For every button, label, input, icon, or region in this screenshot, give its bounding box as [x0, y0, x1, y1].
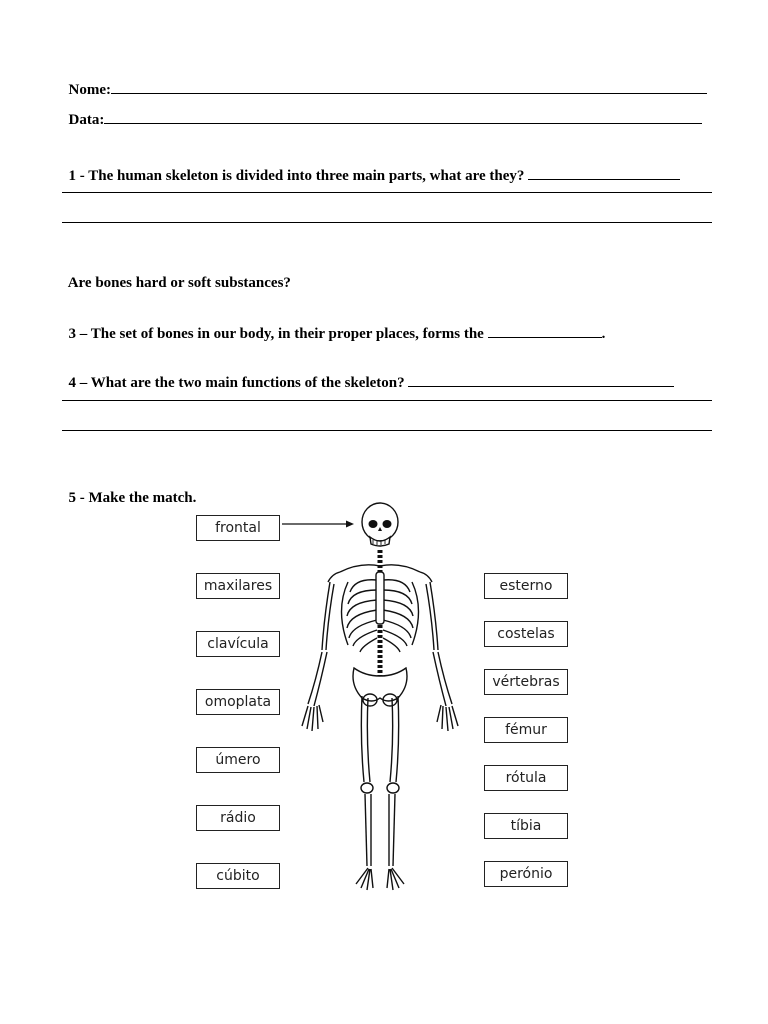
name-label: Nome:: [68, 82, 111, 98]
question-2: [61, 256, 291, 292]
label-clavicula[interactable]: clavícula: [196, 631, 280, 657]
question-5: [61, 471, 196, 507]
label-costelas[interactable]: costelas: [484, 621, 568, 647]
label-maxilares[interactable]: maxilares: [196, 573, 280, 599]
question-4-answer-line-2[interactable]: [62, 430, 712, 431]
pelvis: [353, 668, 407, 706]
question-3-text: 3 – The set of bones in our body, in their proper places, forms the: [68, 326, 484, 342]
question-3-answer-blank[interactable]: [488, 324, 602, 338]
label-esterno[interactable]: esterno: [484, 573, 568, 599]
question-4-answer-blank[interactable]: [408, 373, 674, 387]
label-tibia[interactable]: tíbia: [484, 813, 568, 839]
question-1-text: 1 - The human skeleton is divided into three main parts, what are they?: [68, 168, 525, 184]
date-line: [61, 92, 702, 129]
label-cubito[interactable]: cúbito: [196, 863, 280, 889]
date-field[interactable]: [104, 110, 702, 124]
question-2-text: Are bones hard or soft substances?: [67, 275, 291, 291]
label-frontal[interactable]: frontal: [196, 515, 280, 541]
arms: [302, 582, 458, 731]
question-1-answer-blank[interactable]: [528, 166, 680, 180]
skull: [362, 503, 398, 546]
question-3-period: .: [601, 326, 606, 342]
label-umero[interactable]: úmero: [196, 747, 280, 773]
label-vertebras[interactable]: vértebras: [484, 669, 568, 695]
question-3: [61, 306, 605, 343]
ribcage: [340, 565, 420, 652]
label-omoplata[interactable]: omoplata: [196, 689, 280, 715]
label-rotula[interactable]: rótula: [484, 765, 568, 791]
frontal-arrow: [282, 521, 354, 528]
question-4: [61, 355, 674, 392]
label-femur[interactable]: fémur: [484, 717, 568, 743]
question-1: [61, 148, 680, 185]
label-radio[interactable]: rádio: [196, 805, 280, 831]
shoulders: [328, 572, 432, 582]
question-4-text: 4 – What are the two main functions of the skeleton?: [68, 375, 405, 391]
question-5-text: 5 - Make the match.: [68, 490, 197, 506]
legs: [356, 696, 404, 890]
skeleton-figure: [190, 500, 580, 900]
date-label: Data:: [68, 112, 105, 128]
label-peronio[interactable]: perónio: [484, 861, 568, 887]
question-1-answer-line-1[interactable]: [62, 192, 712, 193]
question-4-answer-line-1[interactable]: [62, 400, 712, 401]
question-1-answer-line-2[interactable]: [62, 222, 712, 223]
